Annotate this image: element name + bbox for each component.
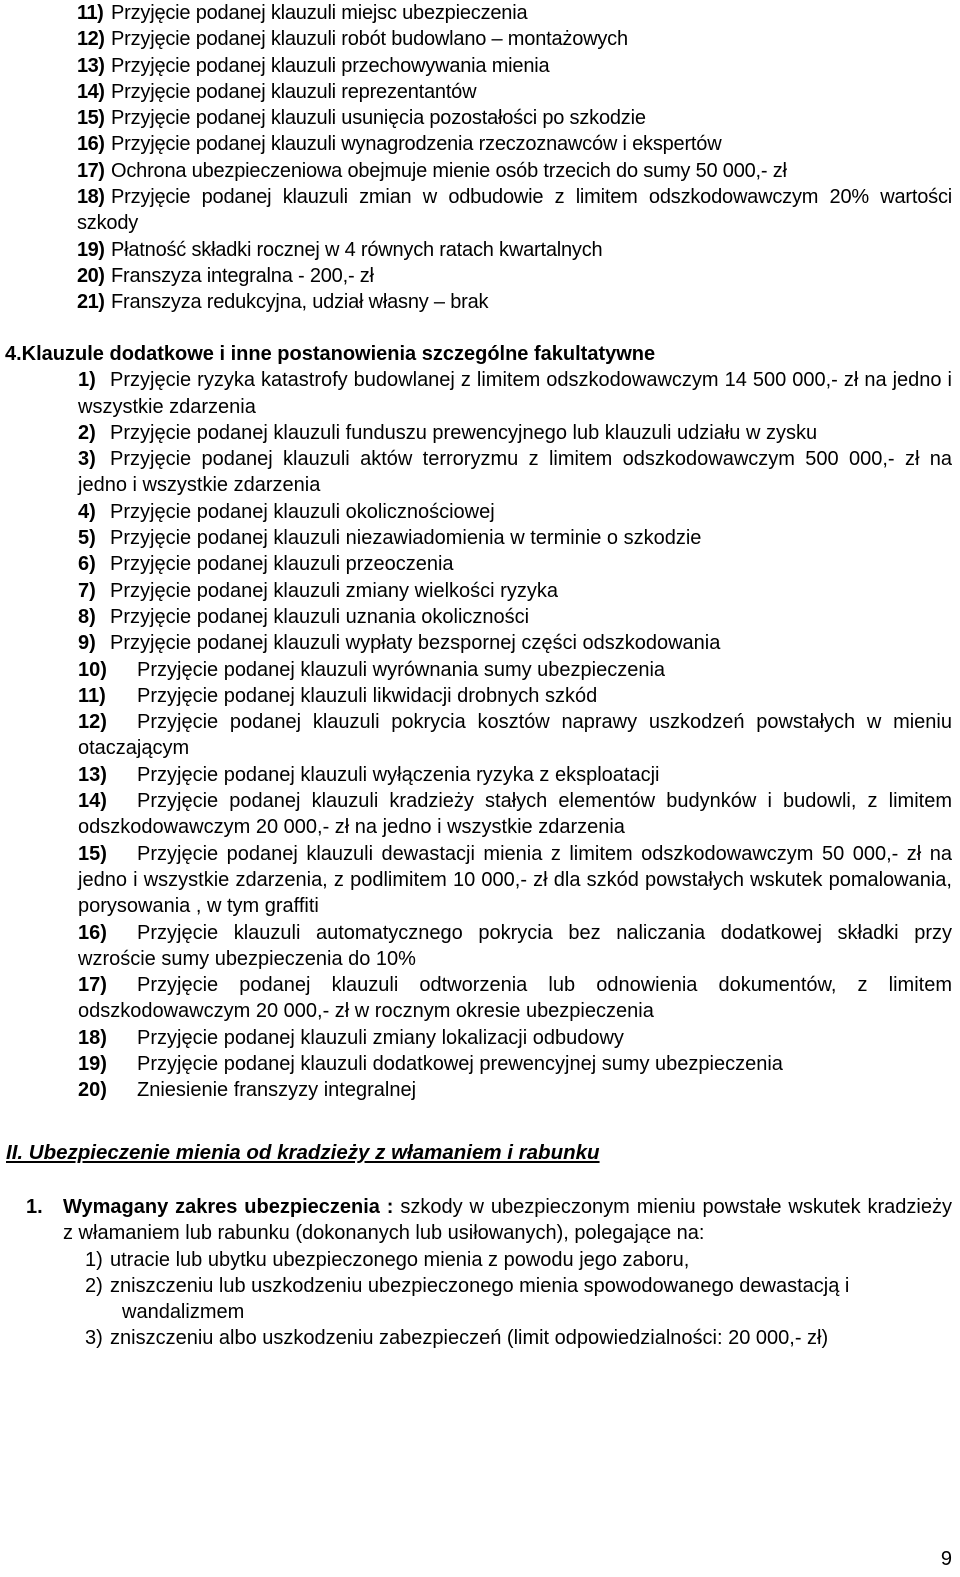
- list-item: [0, 525, 960, 551]
- item-text: Przyjęcie podanej klauzuli przechowywania mienia: [111, 54, 550, 77]
- item-text: Przyjęcie podanej klauzuli aktów terroryzmu z limitem odszkodowawczym 500 000,- zł na jedno i wszystkie zdarzenia: [78, 448, 952, 497]
- item-number: 10): [78, 658, 107, 681]
- list-item: [0, 263, 960, 289]
- list-item: [0, 131, 960, 157]
- item-number: 16): [77, 133, 105, 156]
- list-item: [0, 420, 960, 446]
- list-item: [0, 657, 960, 683]
- item-text: Przyjęcie podanej klauzuli wynagrodzenia rzeczoznawców i ekspertów: [111, 133, 722, 156]
- subsection-text: szkody w ubezpieczonym mieniu powstałe wskutek kradzieży z włamaniem lub rabunku (dokonanych lub usiłowanych), polegające na:: [63, 1196, 952, 1245]
- item-text: Przyjęcie podanej klauzuli reprezentantów: [111, 80, 477, 103]
- item-text: Przyjęcie podanej klauzuli dodatkowej prewencyjnej sumy ubezpieczenia: [137, 1053, 783, 1076]
- list-item: [0, 578, 960, 604]
- item-text: Przyjęcie podanej klauzuli zmiany wielkości ryzyka: [110, 579, 558, 602]
- item-text: Przyjęcie ryzyka katastrofy budowlanej z limitem odszkodowawczym 14 500 000,- zł na jedno i wszystkie zdarzenia: [78, 369, 952, 418]
- item-number: 18): [78, 1026, 107, 1049]
- item-text: Przyjęcie podanej klauzuli likwidacji drobnych szkód: [137, 684, 598, 707]
- section-4: [0, 341, 960, 1104]
- item-number: 2): [78, 421, 96, 444]
- section-4-title: 4.Klauzule dodatkowe i inne postanowienia szczególne fakultatywne: [5, 343, 656, 365]
- item-text: Przyjęcie podanej klauzuli zmian w odbudowie z limitem odszkodowawczym 20% wartości szkody: [77, 186, 952, 235]
- item-text: Przyjęcie klauzuli automatycznego pokrycia bez naliczania dodatkowej składki przy wzroście sumy ubezpieczenia do 10%: [78, 921, 952, 970]
- list-item: [0, 1273, 960, 1326]
- list-item: [0, 683, 960, 709]
- item-text: zniszczeniu albo uszkodzeniu zabezpieczeń (limit odpowiedzialności: 20 000,- zł): [110, 1327, 829, 1350]
- item-text: Przyjęcie podanej klauzuli przeoczenia: [110, 553, 454, 576]
- item-number: 18): [77, 186, 105, 209]
- item-number: 16): [78, 921, 107, 944]
- list-item: [0, 762, 960, 788]
- list-item: [0, 630, 960, 656]
- item-text: Przyjęcie podanej klauzuli pokrycia kosztów naprawy uszkodzeń powstałych w mieniu otaczającym: [78, 711, 952, 760]
- item-text: Płatność składki rocznej w 4 równych ratach kwartalnych: [111, 238, 603, 261]
- list-item: [0, 1077, 960, 1103]
- item-number: 13): [77, 54, 105, 77]
- item-text: Franszyza redukcyjna, udział własny – brak: [111, 291, 489, 314]
- item-number: 12): [78, 711, 107, 734]
- section-ii-subsection-1: [0, 1194, 960, 1352]
- item-number: 15): [77, 107, 105, 130]
- list-item: [0, 551, 960, 577]
- list-item: [0, 0, 960, 26]
- section-ii: [0, 1140, 960, 1166]
- item-number: 7): [78, 579, 96, 602]
- list-item: [0, 367, 960, 420]
- list-item: [0, 788, 960, 841]
- item-number: 8): [78, 605, 96, 628]
- item-text: Przyjęcie podanej klauzuli kradzieży stałych elementów budynków i budowli, z limitem odszkodowawczym 20 000,- zł na jedno i wszystkie zdarzenia: [78, 790, 952, 839]
- list-item: [0, 1025, 960, 1051]
- item-number: 14): [77, 80, 105, 103]
- item-number: 13): [78, 763, 107, 786]
- item-number: 3): [78, 448, 96, 471]
- item-text: Przyjęcie podanej klauzuli robót budowlano – montażowych: [111, 28, 628, 51]
- subsection-paragraph: [0, 1194, 960, 1247]
- subsection-lead: Wymagany zakres ubezpieczenia :: [63, 1196, 394, 1218]
- item-number: 20): [78, 1079, 107, 1102]
- list-item: [0, 184, 960, 237]
- list-item: [0, 289, 960, 315]
- item-number: 6): [78, 553, 96, 576]
- list-item: [0, 604, 960, 630]
- item-number: 21): [77, 291, 105, 314]
- item-number: 5): [78, 527, 96, 550]
- item-number: 19): [78, 1053, 107, 1076]
- item-text: Przyjęcie podanej klauzuli niezawiadomienia w terminie o szkodzie: [110, 527, 702, 550]
- list-item: [0, 920, 960, 973]
- list-item: [0, 446, 960, 499]
- item-number: 9): [78, 632, 96, 655]
- item-number: 3): [85, 1327, 103, 1350]
- list-item: [0, 972, 960, 1025]
- item-number: 11): [77, 2, 104, 24]
- item-text: Przyjęcie podanej klauzuli usunięcia pozostałości po szkodzie: [111, 107, 646, 130]
- item-number: 1): [78, 369, 96, 392]
- item-text: Przyjęcie podanej klauzuli wyrównania sumy ubezpieczenia: [137, 658, 666, 681]
- list-item: [0, 499, 960, 525]
- item-number: 14): [78, 790, 107, 813]
- item-text: zniszczeniu lub uszkodzeniu ubezpieczonego mienia spowodowanego dewastacją i wandalizmem: [110, 1274, 850, 1324]
- item-text: Przyjęcie podanej klauzuli miejsc ubezpieczenia: [111, 2, 528, 24]
- item-number: 2): [85, 1274, 103, 1297]
- list-item: [0, 26, 960, 52]
- list-item: [0, 79, 960, 105]
- item-text: Zniesienie franszyzy integralnej: [137, 1079, 417, 1102]
- list-item: [0, 1051, 960, 1077]
- item-text: Przyjęcie podanej klauzuli zmiany lokalizacji odbudowy: [137, 1026, 624, 1049]
- item-number: 1): [85, 1248, 103, 1271]
- clause-list-continued: [0, 0, 960, 316]
- item-number: 19): [77, 238, 105, 261]
- item-text: Przyjęcie podanej klauzuli okolicznościowej: [110, 500, 495, 523]
- list-item: [0, 841, 960, 920]
- item-text: Przyjęcie podanej klauzuli odtworzenia lub odnowienia dokumentów, z limitem odszkodowawczym 20 000,- zł w rocznym okresie ubezpieczenia: [78, 974, 952, 1023]
- item-number: 11): [78, 684, 106, 707]
- item-text: Przyjęcie podanej klauzuli wyłączenia ryzyka z eksploatacji: [137, 763, 660, 786]
- item-number: 17): [77, 159, 105, 182]
- page-number: 9: [940, 1548, 952, 1570]
- item-number: 20): [77, 264, 105, 287]
- list-item: [0, 709, 960, 762]
- list-item: [0, 1247, 960, 1273]
- item-number: 4): [78, 500, 96, 523]
- item-text: Franszyza integralna - 200,- zł: [111, 264, 374, 287]
- subsection-number: 1.: [26, 1196, 43, 1218]
- list-item: [0, 53, 960, 79]
- item-text: Przyjęcie podanej klauzuli funduszu prewencyjnego lub klauzuli udziału w zysku: [110, 421, 818, 444]
- item-text: Przyjęcie podanej klauzuli wypłaty bezspornej części odszkodowania: [110, 632, 721, 655]
- item-text: Przyjęcie podanej klauzuli dewastacji mienia z limitem odszkodowawczym 50 000,- zł na jedno i wszystkie zdarzenia, z podlimitem 10 000,- zł dla szkód powstałych wskutek pomalowania, porysowania , w tym graffiti: [78, 842, 952, 918]
- item-number: 17): [78, 974, 107, 997]
- item-number: 15): [78, 842, 107, 865]
- item-number: 12): [77, 28, 105, 51]
- list-item: [0, 237, 960, 263]
- list-item: [0, 158, 960, 184]
- item-text: utracie lub ubytku ubezpieczonego mienia z powodu jego zaboru,: [110, 1248, 690, 1271]
- list-item: [0, 105, 960, 131]
- section-ii-title: II. Ubezpieczenie mienia od kradzieży z włamaniem i rabunku: [6, 1141, 600, 1164]
- item-text: Przyjęcie podanej klauzuli uznania okoliczności: [110, 605, 530, 628]
- list-item: [0, 1325, 960, 1351]
- item-text: Ochrona ubezpieczeniowa obejmuje mienie osób trzecich do sumy 50 000,- zł: [111, 159, 787, 182]
